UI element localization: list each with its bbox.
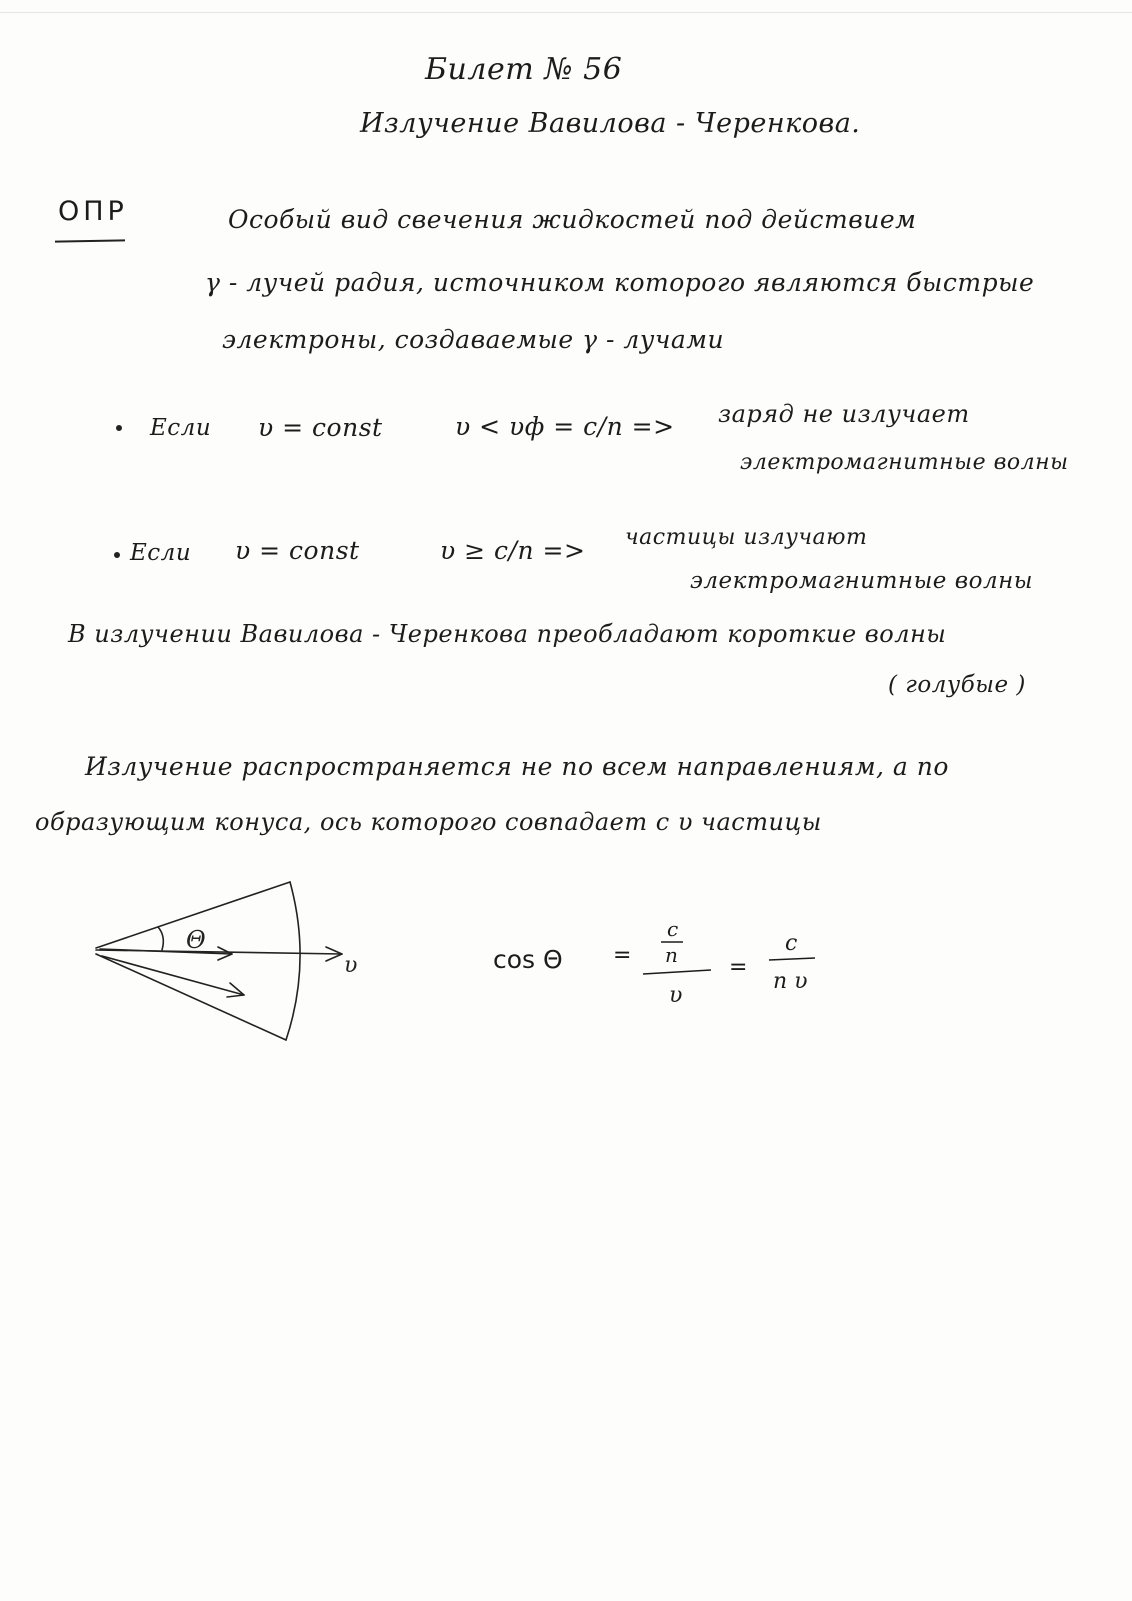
- cone-diagram: [80, 870, 380, 1050]
- case-1-condition: υ = const: [258, 413, 383, 442]
- formula-equals: =: [613, 943, 632, 968]
- propagation-line-2: образующим конуса, ось которого совпадает с υ частицы: [35, 808, 822, 836]
- velocity-label: υ: [344, 953, 358, 978]
- formula-inner-numerator: c: [667, 917, 679, 941]
- cone-lower-generatrix: [96, 954, 286, 1040]
- case-2-result-line-2: электромагнитные волны: [690, 568, 1033, 594]
- formula-rhs-denominator: n υ: [773, 969, 808, 994]
- bullet-point: [114, 552, 120, 558]
- formula-inner-denominator: n: [665, 943, 678, 967]
- ticket-title: Билет № 56: [425, 52, 623, 87]
- angle-label: Θ: [186, 926, 206, 954]
- case-1-result-line-2: электромагнитные волны: [740, 450, 1069, 475]
- case-2-inequality: υ ≥ c/n =>: [440, 536, 586, 565]
- definition-label: ОПР: [58, 196, 128, 227]
- bullet-point: [116, 425, 122, 431]
- formula-main-fraction-bar: [643, 970, 711, 974]
- formula-rhs-numerator: c: [785, 931, 798, 956]
- case-2-result-line-1: частицы излучают: [625, 525, 868, 550]
- formula-main-denominator: υ: [669, 983, 683, 1008]
- formula-lhs: cos Θ: [493, 945, 563, 974]
- propagation-line-1: Излучение распространяется не по всем направлениям, а по: [85, 752, 949, 781]
- emission-ray-lower-arrowhead-icon: [227, 983, 244, 997]
- case-1-result-line-1: заряд не излучает: [718, 400, 970, 428]
- definition-line-3: электроны, создаваемые γ - лучами: [222, 325, 725, 354]
- topic-title: Излучение Вавилова - Черенкова.: [360, 108, 861, 139]
- case-2-if: Если: [130, 540, 192, 566]
- cos-theta-formula: [485, 910, 845, 1020]
- short-waves-line-2: ( голубые ): [888, 672, 1026, 698]
- formula-rhs-fraction-bar: [769, 958, 815, 960]
- formula-equals-2: =: [729, 955, 748, 980]
- definition-line-1: Особый вид свечения жидкостей под действием: [228, 205, 917, 234]
- angle-arc: [158, 927, 163, 950]
- definition-label-underline: [55, 239, 125, 242]
- case-1-if: Если: [150, 415, 212, 441]
- short-waves-line-1: В излучении Вавилова - Черенкова преобладают короткие волны: [68, 620, 947, 648]
- cone-arc: [286, 882, 300, 1040]
- definition-line-2: γ - лучей радия, источником которого являются быстрые: [205, 268, 1035, 297]
- page-edge-rule: [0, 12, 1132, 13]
- case-1-inequality: υ < υф = c/n =>: [455, 412, 675, 441]
- case-2-condition: υ = const: [235, 536, 360, 565]
